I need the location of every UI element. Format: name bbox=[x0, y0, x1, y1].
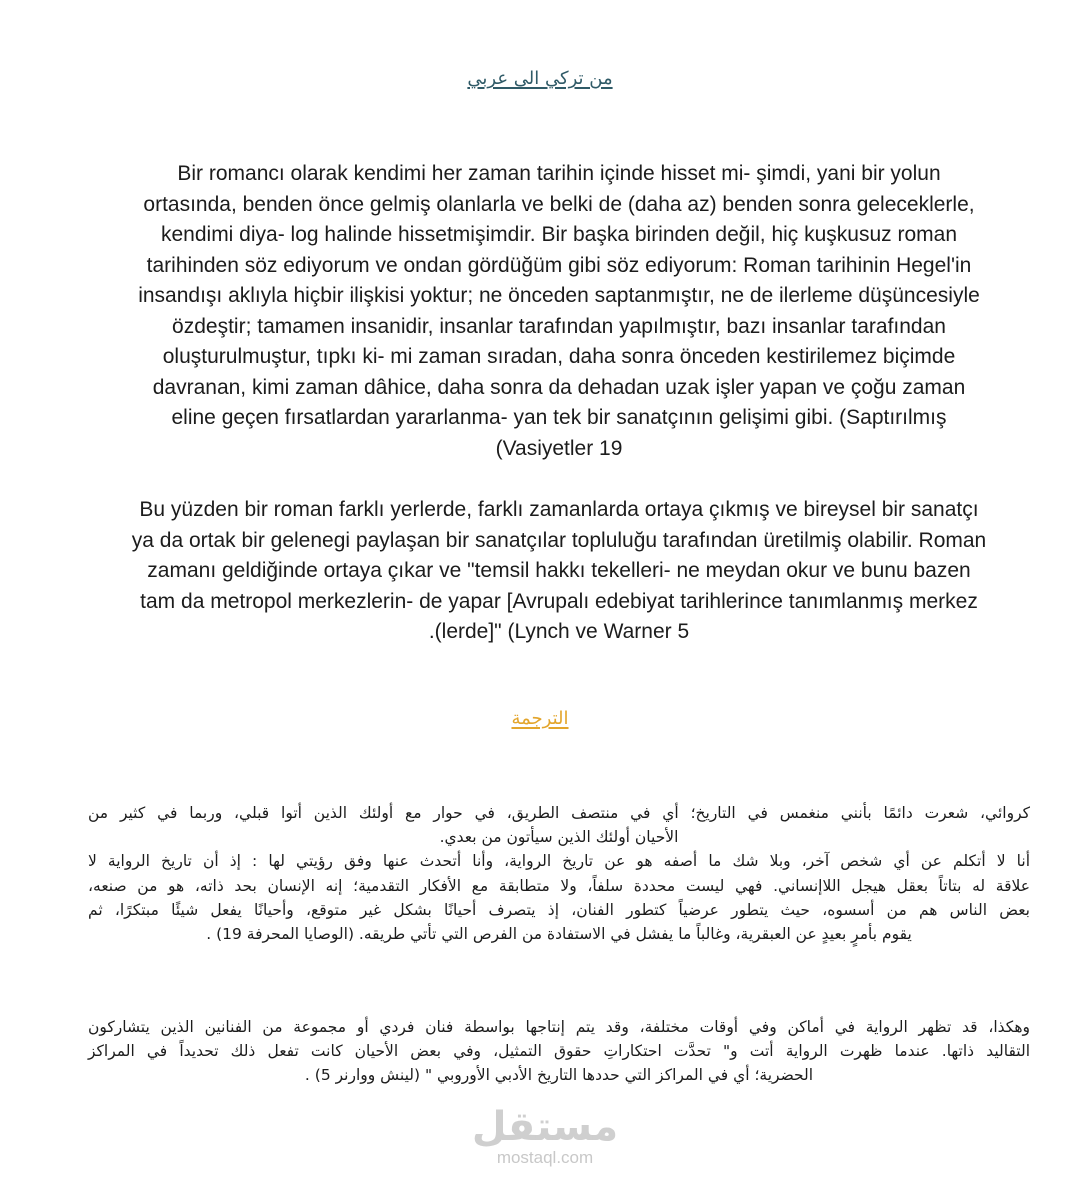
text-line: الأحيان أولئك الذين سيأتون من بعدي. bbox=[439, 828, 679, 847]
document-title-link[interactable]: من تركي الى عربي bbox=[467, 68, 613, 89]
text-line: أنا لا أتكلم عن أي شخص آخر، وبلا شك ما أصفه هو عن تاريخ الرواية، وأنا أتحدث عنها وفق رؤيتي لها : إذ أن تاريخ الرواية لا bbox=[88, 852, 1030, 871]
text-line: özdeştir; tamamen insanidir, insanlar tarafından yapılmıştır, bazı insanlar tarafından bbox=[172, 314, 946, 338]
turkish-paragraph-1 bbox=[88, 159, 1030, 464]
text-line: zamanı geldiğinde ortaya çıkar ve "temsil hakkı tekelleri- ne meydan okur ve bunu bazen bbox=[147, 559, 971, 582]
text-line: tarihinden söz ediyorum ve ondan gördüğüm gibi söz ediyorum: Roman tarihinin Hegel'in bbox=[146, 253, 972, 277]
text-line: Bir romancı olarak kendimi her zaman tarihin içinde hisset mi- şimdi, yani bir yolun bbox=[177, 162, 941, 185]
text-line: davranan, kimi zaman dâhice, daha sonra da dehadan uzak işler yapan ve çoğu zaman bbox=[152, 375, 966, 399]
text-line: وهكذا، قد تظهر الرواية في أماكن وفي أوقات مختلفة، وقد يتم إنتاجها بواسطة فنان فردي أو مجموعة من الفنانين الذين يتشاركون bbox=[88, 1018, 1030, 1036]
text-line: بعض الناس هم من أسسوه، حيث يتطور عرضياً كتطور الفنان، إذ يتصرف أحيانًا بشكل غير متوقع، وأحيانًا يفعل شيئًا مبتكرًا، ثم bbox=[88, 900, 1030, 919]
text-line: kendimi diya- log halinde hissetmişimdir. Bir başka birinden değil, hiç kuşkusuz roman bbox=[160, 223, 958, 246]
text-line: الحضرية؛ أي في المراكز التي حددها التاريخ الأدبي الأوروبي " (لينش ووارنر 5) . bbox=[304, 1066, 814, 1085]
mostaql-watermark bbox=[470, 1105, 620, 1167]
turkish-paragraph-2 bbox=[88, 495, 1030, 648]
text-line: (Vasiyetler 19 bbox=[495, 436, 623, 460]
text-line: .(lerde]" (Lynch ve Warner 5 bbox=[428, 620, 690, 643]
text-line: oluşturulmuştur, tıpkı ki- mi zaman sıradan, daha sonra önceden kestirilemez biçimde bbox=[162, 345, 956, 368]
arabic-paragraph-1 bbox=[88, 801, 1030, 946]
translation-heading-link[interactable]: الترجمة bbox=[511, 708, 569, 729]
text-line: كروائي، شعرت دائمًا بأنني منغمس في التاريخ؛ أي في منتصف الطريق، في حوار مع أولئك الذين أتوا قبلي، وربما في كثير من bbox=[88, 804, 1030, 822]
text-line: علاقة له بتاتاً بعقل هيجل اللاإنساني. فهي ليست محددة سلفاً، ولا متطابقة مع الأفكار التقدمية؛ إنه الإنسان بحد ذاته، هو من صنعه، bbox=[88, 876, 1030, 895]
arabic-paragraph-2 bbox=[88, 1015, 1030, 1088]
text-line: eline geçen fırsatlardan yararlanma- yan tek bir sanatçının gelişimi gibi. (Saptırılmış bbox=[171, 406, 947, 429]
text-line: ya da ortak bir gelenegi paylaşan bir sanatçılar topluluğu tarafından üretilmiş olabilir. Roman bbox=[131, 528, 987, 552]
text-line: tam da metropol merkezlerin- de yapar [Avrupalı edebiyat tarihlerince tanımlanmış merkez bbox=[140, 589, 978, 613]
watermark-url: mostaql.com bbox=[496, 1148, 594, 1167]
text-line: يقوم بأمرٍ بعيدٍ عن العبقرية، وغالباً ما يفشل في الاستفادة من الفرص التي تأتي طريقه. (الوصايا المحرفة 19) . bbox=[206, 925, 912, 944]
text-line: ortasında, benden önce gelmiş olanlarla ve belki de (daha az) benden sonra geleceklerle, bbox=[143, 192, 975, 216]
text-line: Bu yüzden bir roman farklı yerlerde, farklı zamanlarda ortaya çıkmış ve bireysel bir sanatçı bbox=[139, 498, 979, 521]
text-line: insandışı aklıyla hiçbir ilişkisi yoktur; ne önceden saptanmıştır, ne de ilerleme düşüncesiyle bbox=[138, 284, 980, 307]
mostaql-logo-icon: مستقل bbox=[471, 1104, 619, 1150]
text-line: التقاليد ذاتها. عندما ظهرت الرواية أتت و" تحدَّت احتكاراتِ حقوق التمثيل، وفي بعض الأحيان كانت تفعل ذلك تحديداً في المراكز bbox=[88, 1042, 1030, 1061]
